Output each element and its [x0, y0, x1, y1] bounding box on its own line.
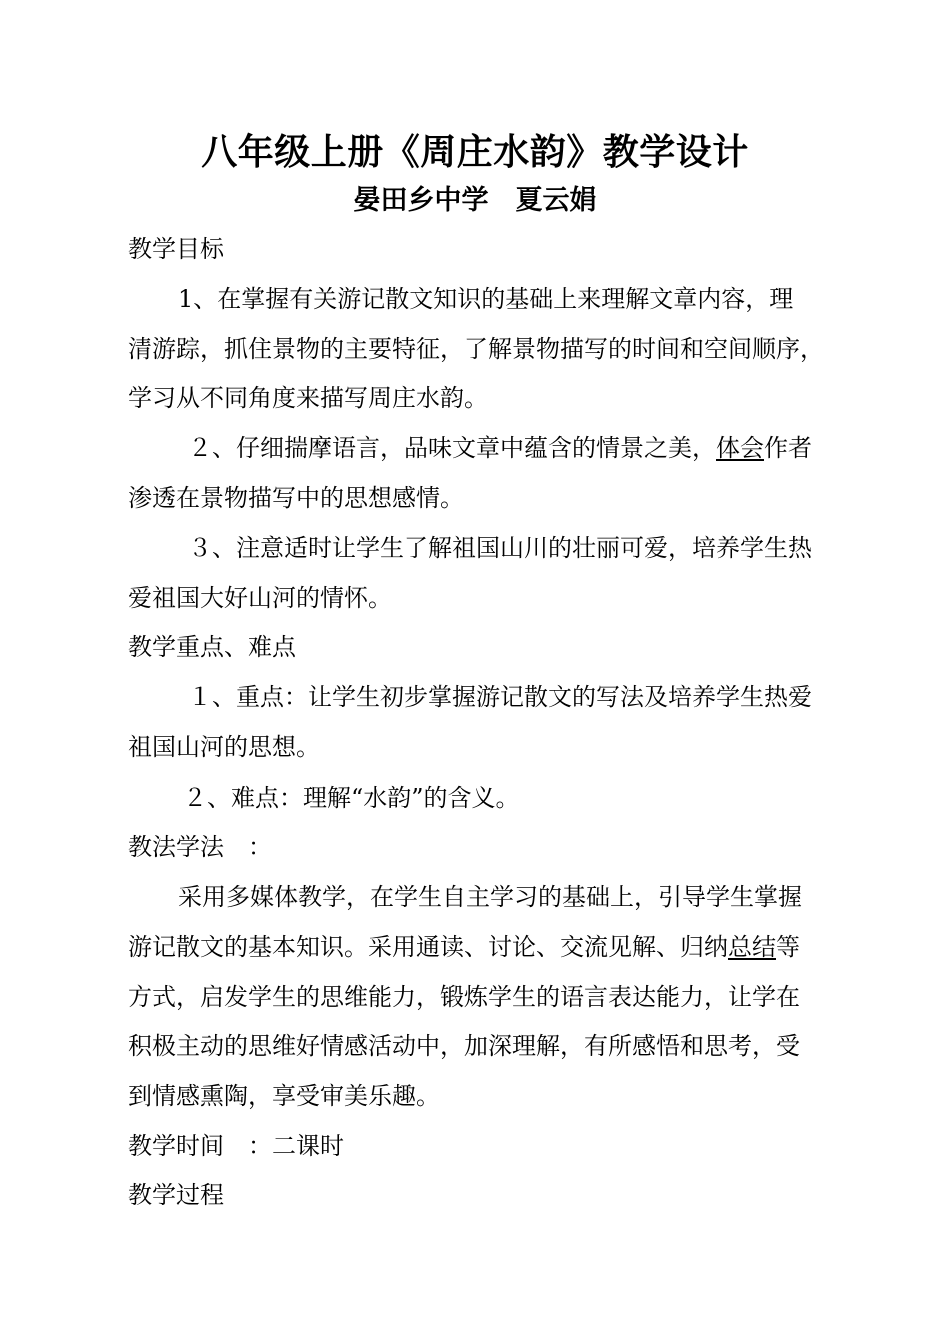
goal3-line1: ３、注意适时让学生了解祖国山川的壮丽可爱，培养学生热 — [188, 534, 812, 562]
heading-methods: 教法学法 ： — [128, 833, 272, 861]
methods-text-a: 游记散文的基本知识。采用通读、讨论、交流见解、归纳 — [128, 933, 728, 961]
key1-line1: １、重点：让学生初步掌握游记散文的写法及培养学生热爱 — [188, 683, 812, 711]
underlined-term: 总结 — [728, 933, 776, 961]
document-subtitle: 晏田乡中学 夏云娟 — [353, 185, 597, 216]
goal3-line2: 爱祖国大好山河的情怀。 — [128, 584, 392, 612]
goal2-text-a: ２、仔细揣摩语言，品味文章中蕴含的情景之美， — [188, 434, 716, 462]
goal2-line2: 渗透在景物描写中的思想感情。 — [128, 484, 464, 512]
methods-line1: 采用多媒体教学，在学生自主学习的基础上，引导学生掌握 — [178, 883, 802, 911]
goal1-line1: 1、在掌握有关游记散文知识的基础上来理解文章内容，理 — [178, 285, 794, 313]
teaching-time: 教学时间 ：二课时 — [128, 1132, 344, 1160]
heading-key-points: 教学重点、难点 — [128, 633, 296, 661]
heading-teaching-goals: 教学目标 — [128, 235, 224, 263]
document-title: 八年级上册《周庄水韵》教学设计 — [201, 132, 749, 173]
methods-text-b: 等 — [776, 933, 800, 961]
underlined-term: 体会 — [716, 434, 764, 462]
goal1-line3: 学习从不同角度来描写周庄水韵。 — [128, 384, 488, 412]
key2-line: ２、难点：理解“水韵”的含义。 — [183, 784, 520, 812]
methods-line4: 积极主动的思维好情感活动中，加深理解，有所感悟和思考，受 — [128, 1032, 800, 1060]
key1-line2: 祖国山河的思想。 — [128, 733, 320, 761]
heading-teaching-process: 教学过程 — [128, 1181, 224, 1209]
goal2-line1 — [188, 430, 888, 466]
methods-line3: 方式，启发学生的思维能力，锻炼学生的语言表达能力，让学在 — [128, 983, 800, 1011]
goal2-text-b: 作者 — [764, 434, 812, 462]
goal1-line2: 清游踪，抓住景物的主要特征，了解景物描写的时间和空间顺序， — [128, 335, 824, 363]
methods-line5: 到情感熏陶，享受审美乐趣。 — [128, 1082, 440, 1110]
methods-line2 — [128, 929, 828, 965]
